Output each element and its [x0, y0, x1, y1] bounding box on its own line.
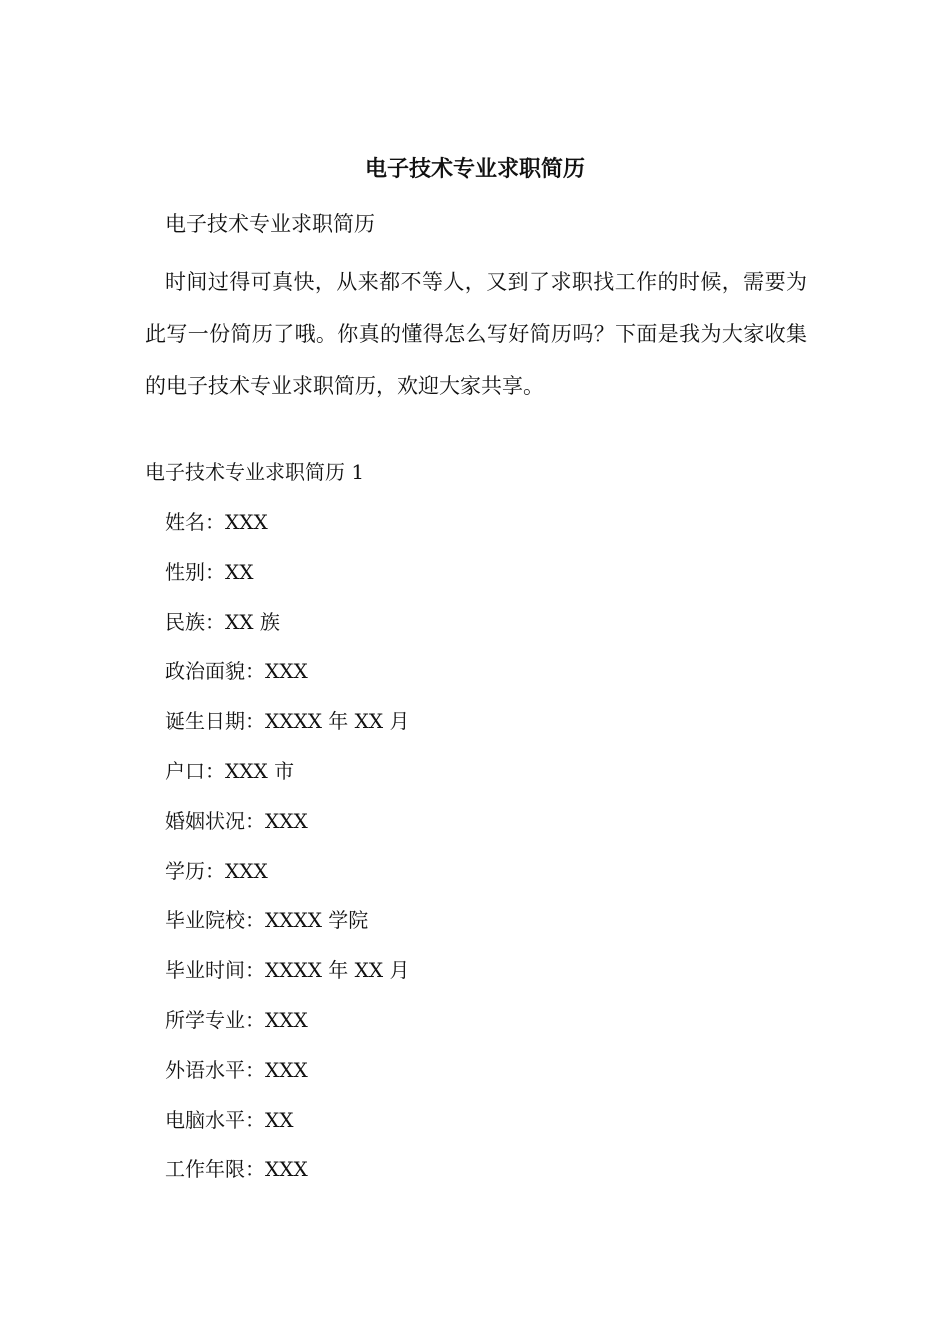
intro-paragraph: 时间过得可真快，从来都不等人，又到了求职找工作的时候，需要为此写一份简历了哦。你真的懂得怎么写好简历吗？下面是我为大家收集的电子技术专业求职简历，欢迎大家共享。	[145, 270, 807, 398]
field-birth-date: 诞生日期：XXXX 年 XX 月	[165, 709, 410, 734]
resume-field-list	[165, 505, 410, 1202]
field-school: 毕业院校：XXXX 学院	[165, 908, 369, 933]
field-education: 学历：XXX	[165, 858, 268, 883]
field-name: 姓名：XXX	[165, 510, 268, 534]
field-work-years: 工作年限：XXX	[165, 1157, 308, 1182]
field-computer-skills: 电脑水平：XX	[165, 1107, 294, 1132]
field-household-registration: 户口：XXX 市	[165, 758, 295, 783]
section-heading: 电子技术专业求职简历 1	[145, 460, 365, 484]
field-marital-status: 婚姻状况：XXX	[165, 808, 308, 833]
field-gender: 性别：XX	[165, 559, 254, 584]
field-graduation-date: 毕业时间：XXXX 年 XX 月	[165, 958, 410, 983]
field-major: 所学专业：XXX	[165, 1007, 308, 1032]
field-ethnicity: 民族：XX 族	[165, 609, 280, 634]
document-subtitle: 电子技术专业求职简历	[165, 212, 375, 236]
field-political-status: 政治面貌：XXX	[165, 659, 308, 684]
document-title: 电子技术专业求职简历	[364, 156, 585, 182]
field-foreign-language: 外语水平：XXX	[165, 1057, 308, 1082]
